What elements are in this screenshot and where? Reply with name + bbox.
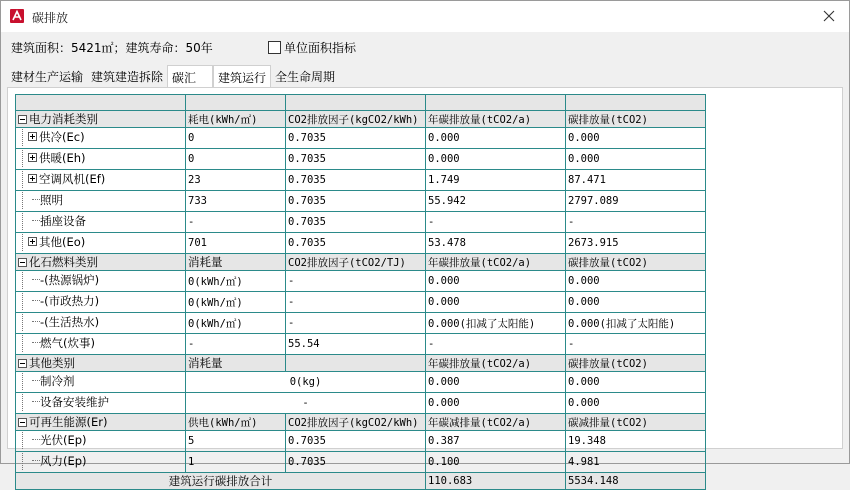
collapse-icon[interactable]: [18, 418, 27, 427]
building-info: 建筑面积：5421㎡；建筑寿命：50年: [11, 41, 213, 55]
table-cell: 0.100: [426, 452, 566, 473]
tab-life-cycle[interactable]: 全生命周期: [275, 70, 336, 84]
tab-construction-demolition[interactable]: 建筑建造拆除: [91, 70, 164, 84]
tree-node: [18, 170, 105, 187]
tree-node: [18, 271, 99, 288]
table-cell: 供电(kWh/㎡): [186, 414, 286, 431]
table-cell: -: [426, 212, 566, 233]
tree-node: [18, 355, 75, 371]
section-renewable-header: [16, 414, 706, 431]
table-cell: -: [286, 292, 426, 313]
row-label: 设备安装维护: [40, 394, 109, 409]
row-label: 燃气(炊事): [40, 335, 95, 350]
table-cell: 19.348: [566, 431, 706, 452]
table-cell: [16, 431, 186, 452]
table-cell: 55.54: [286, 334, 426, 355]
table-cell: [286, 95, 426, 111]
tree-node: [18, 431, 87, 448]
table-row: [16, 128, 706, 149]
table-row: [16, 233, 706, 254]
table-header-row: [16, 95, 706, 111]
table-cell: [16, 334, 186, 355]
table-cell: [16, 452, 186, 473]
table-cell: 0.000(扣减了太阳能): [566, 313, 706, 334]
table-cell: 53.478: [426, 233, 566, 254]
row-label: 风力(Ep): [40, 453, 87, 468]
table-cell: 87.471: [566, 170, 706, 191]
table-cell: [16, 212, 186, 233]
total-row: [16, 473, 706, 490]
tree-line: [18, 128, 28, 145]
collapse-icon[interactable]: [18, 115, 27, 124]
per-area-checkbox[interactable]: [268, 41, 281, 54]
tree-line: [18, 452, 28, 469]
tree-line: [18, 372, 28, 389]
row-label: -(市政热力): [40, 293, 100, 308]
table-cell: 701: [186, 233, 286, 254]
table-cell: [286, 355, 426, 372]
table-row: [16, 271, 706, 292]
table-cell: 0.000: [426, 372, 566, 393]
table-cell: 年碳排放量(tCO2/a): [426, 254, 566, 271]
operation-panel: [7, 87, 843, 488]
tree-line: [28, 313, 40, 330]
table-cell: 年碳排放量(tCO2/a): [426, 355, 566, 372]
table-cell: 年碳排放量(tCO2/a): [426, 111, 566, 128]
tree-node: [18, 254, 98, 270]
tree-line: [28, 452, 40, 469]
tab-material-production[interactable]: 建材生产运输: [11, 70, 84, 84]
row-label: -(生活热水): [40, 314, 100, 329]
table-cell: 0.7035: [286, 431, 426, 452]
table-row: [16, 372, 706, 393]
table-cell: 0(kWh/㎡): [186, 292, 286, 313]
table-cell: 消耗量: [186, 254, 286, 271]
table-cell: [16, 233, 186, 254]
table-cell: [16, 292, 186, 313]
expand-icon[interactable]: [28, 153, 37, 162]
table-cell: 1: [186, 452, 286, 473]
expand-icon[interactable]: [28, 237, 37, 246]
close-icon: [823, 10, 835, 22]
row-label: 插座设备: [40, 213, 86, 228]
tree-line: [28, 292, 40, 309]
table-cell: [16, 95, 186, 111]
title-bar: [1, 1, 849, 32]
window-title: 碳排放: [32, 11, 69, 25]
section-other-header: [16, 355, 706, 372]
row-label: 空调风机(Ef): [39, 171, 106, 186]
row-label: -(热源锅炉): [40, 272, 100, 287]
table-cell: 0.000: [566, 372, 706, 393]
table-cell: [16, 254, 186, 271]
table-cell: 55.942: [426, 191, 566, 212]
row-label: 制冷剂: [40, 373, 75, 388]
table-row: [16, 170, 706, 191]
table-cell: 0.7035: [286, 212, 426, 233]
table-cell: 0.7035: [286, 452, 426, 473]
table-cell: [16, 170, 186, 191]
expand-icon[interactable]: [28, 132, 37, 141]
tree-line: [28, 191, 40, 208]
tree-line: [18, 149, 28, 166]
table-cell: 0.000: [566, 271, 706, 292]
table-cell: 0(kWh/㎡): [186, 271, 286, 292]
tree-line: [18, 431, 28, 448]
row-label: 光伏(Ep): [40, 432, 87, 447]
tree-line: [18, 191, 28, 208]
tree-node: [18, 128, 85, 145]
per-area-label: 单位面积指标: [284, 41, 357, 55]
table-cell: 0.000: [426, 128, 566, 149]
tree-line: [18, 233, 28, 250]
table-cell: CO2排放因子(kgCO2/kWh): [286, 414, 426, 431]
table-cell: [16, 414, 186, 431]
row-label: 供暖(Eh): [39, 150, 86, 165]
table-row: [16, 212, 706, 233]
table-cell: -: [186, 334, 286, 355]
tab-bar: [7, 65, 339, 87]
table-cell: [16, 355, 186, 372]
table-cell: 0.000: [426, 271, 566, 292]
tree-node: [18, 372, 75, 389]
table-cell: 0.7035: [286, 170, 426, 191]
table-cell: 0.7035: [286, 191, 426, 212]
table-cell: 碳减排量(tCO2): [566, 414, 706, 431]
row-label: 电力消耗类别: [29, 112, 98, 126]
table-cell: 2673.915: [566, 233, 706, 254]
tree-line: [18, 271, 28, 288]
collapse-icon[interactable]: [18, 359, 27, 368]
table-cell: [16, 372, 186, 393]
table-cell: -: [186, 212, 286, 233]
table-cell: 0.000: [566, 292, 706, 313]
table-cell: [186, 95, 286, 111]
table-cell: [426, 95, 566, 111]
table-cell: -: [566, 212, 706, 233]
table-cell: 0.7035: [286, 149, 426, 170]
tree-line: [28, 271, 40, 288]
table-row: [16, 393, 706, 414]
table-cell: CO2排放因子(tCO2/TJ): [286, 254, 426, 271]
table-cell: 4.981: [566, 452, 706, 473]
autocad-app-icon: [10, 9, 24, 23]
tree-node: [18, 233, 85, 250]
row-label: 其他类别: [29, 356, 75, 370]
tree-node: [18, 212, 86, 229]
tree-line: [18, 292, 28, 309]
tree-line: [18, 334, 28, 351]
table-cell: [16, 128, 186, 149]
tree-node: [18, 149, 86, 166]
expand-icon[interactable]: [28, 174, 37, 183]
tree-node: [18, 111, 98, 127]
table-cell: 0(kg): [186, 372, 426, 393]
table-cell: 0: [186, 149, 286, 170]
table-cell: -: [286, 313, 426, 334]
table-cell: -: [186, 393, 426, 414]
emission-table: [15, 94, 706, 490]
table-cell: [16, 111, 186, 128]
table-cell: [16, 149, 186, 170]
table-cell: 2797.089: [566, 191, 706, 212]
tree-line: [28, 393, 40, 410]
table-cell: -: [566, 334, 706, 355]
tree-node: [18, 414, 107, 430]
table-cell: 0.000: [426, 292, 566, 313]
table-cell: 0.000: [566, 393, 706, 414]
table-cell: 0.000: [566, 149, 706, 170]
row-label: 化石燃料类别: [29, 255, 98, 269]
table-cell: 0.387: [426, 431, 566, 452]
tree-node: [18, 313, 99, 330]
tree-node: [18, 393, 109, 410]
table-cell: 0.7035: [286, 233, 426, 254]
tab-carbon-sink[interactable]: 碳汇: [167, 65, 213, 87]
tree-line: [18, 170, 28, 187]
table-cell: 0.000: [426, 149, 566, 170]
total-label: 建筑运行碳排放合计: [16, 473, 426, 490]
table-cell: [16, 313, 186, 334]
table-cell: 消耗量: [186, 355, 286, 372]
tab-building-operation[interactable]: 建筑运行: [213, 65, 271, 87]
tree-node: [18, 191, 63, 208]
table-cell: 碳排放量(tCO2): [566, 254, 706, 271]
row-label: 其他(Eo): [39, 234, 86, 249]
table-row: [16, 149, 706, 170]
table-cell: 0.000(扣减了太阳能): [426, 313, 566, 334]
table-cell: 耗电(kWh/㎡): [186, 111, 286, 128]
table-cell: 0.7035: [286, 128, 426, 149]
total-sum: 5534.148: [566, 473, 706, 490]
table-row: [16, 313, 706, 334]
tree-node: [18, 452, 87, 469]
table-cell: 0.000: [426, 393, 566, 414]
table-cell: 733: [186, 191, 286, 212]
tree-line: [28, 372, 40, 389]
table-cell: [566, 95, 706, 111]
table-row: [16, 292, 706, 313]
table-cell: [16, 191, 186, 212]
table-cell: 年碳减排量(tCO2/a): [426, 414, 566, 431]
close-button[interactable]: [817, 5, 841, 27]
row-label: 供冷(Ec): [39, 129, 85, 144]
table-row: [16, 431, 706, 452]
table-cell: 5: [186, 431, 286, 452]
table-cell: CO2排放因子(kgCO2/kWh): [286, 111, 426, 128]
total-annual: 110.683: [426, 473, 566, 490]
table-cell: 0(kWh/㎡): [186, 313, 286, 334]
table-cell: -: [286, 271, 426, 292]
table-row: [16, 191, 706, 212]
tree-node: [18, 334, 95, 351]
table-cell: 碳排放量(tCO2): [566, 111, 706, 128]
tree-line: [18, 313, 28, 330]
per-area-checkbox-group[interactable]: [268, 39, 356, 56]
table-row: [16, 452, 706, 473]
tree-line: [28, 431, 40, 448]
collapse-icon[interactable]: [18, 258, 27, 267]
table-cell: 1.749: [426, 170, 566, 191]
table-cell: [16, 271, 186, 292]
table-cell: 碳排放量(tCO2): [566, 355, 706, 372]
section-electricity-header: [16, 111, 706, 128]
table-cell: [16, 393, 186, 414]
tree-node: [18, 292, 99, 309]
table-cell: -: [426, 334, 566, 355]
tree-line: [28, 334, 40, 351]
row-label: 可再生能源(Er): [29, 415, 108, 429]
tree-line: [18, 393, 28, 410]
row-label: 照明: [40, 192, 63, 207]
table-cell: 23: [186, 170, 286, 191]
table-row: [16, 334, 706, 355]
tree-line: [18, 212, 28, 229]
tree-line: [28, 212, 40, 229]
section-fossil-header: [16, 254, 706, 271]
table-cell: 0.000: [566, 128, 706, 149]
table-cell: 0: [186, 128, 286, 149]
